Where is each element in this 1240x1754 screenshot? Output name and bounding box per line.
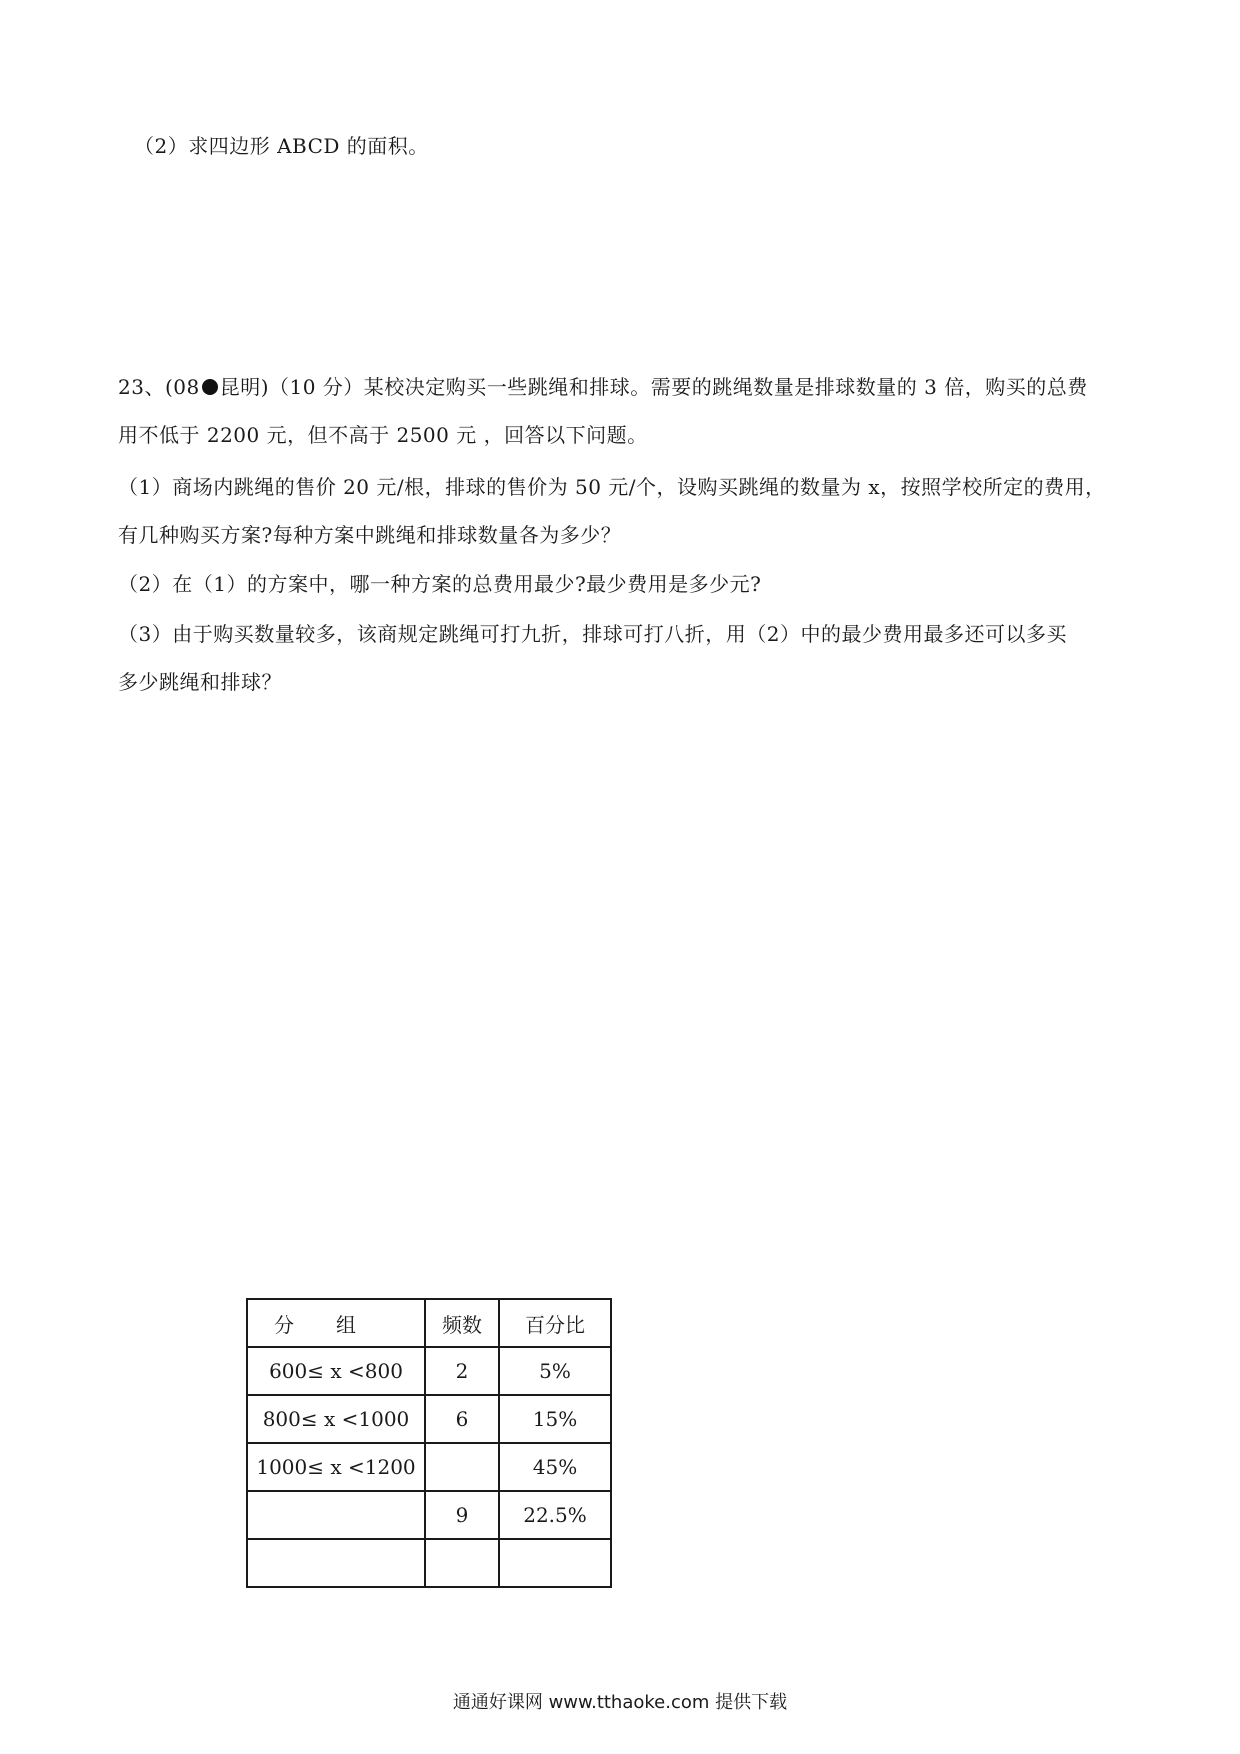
- q23-part3-line2: 多少跳绳和排球？: [118, 670, 282, 694]
- table-cell: [247, 1539, 425, 1587]
- q23-number: 23、(08: [118, 375, 200, 399]
- table-row: [247, 1347, 611, 1395]
- table-cell: [425, 1539, 499, 1587]
- bullet-dot-icon: [202, 379, 218, 395]
- page-footer: 通通好课网 www.tthaoke.com 提供下载: [452, 1692, 788, 1713]
- table-header-cell: 百分比: [499, 1299, 611, 1347]
- table-row: [247, 1443, 611, 1491]
- q23-intro-line1: [118, 373, 1088, 401]
- table-cell: [499, 1539, 611, 1587]
- table-cell: 5%: [499, 1347, 611, 1395]
- q23-part3-line1: （3）由于购买数量较多，该商规定跳绳可打九折，排球可打八折，用（2）中的最少费用最多还可以多买: [118, 622, 1067, 646]
- table-header-cell: 分组: [247, 1299, 425, 1347]
- table-cell: 600≤ x <800: [247, 1347, 425, 1395]
- q22-part2: （2）求四边形 ABCD 的面积。: [134, 134, 429, 158]
- table-cell: 15%: [499, 1395, 611, 1443]
- table-cell: 9: [425, 1491, 499, 1539]
- frequency-table: [246, 1298, 612, 1588]
- table-cell: 6: [425, 1395, 499, 1443]
- table-cell: 45%: [499, 1443, 611, 1491]
- table-cell: 22.5%: [499, 1491, 611, 1539]
- table-row: [247, 1539, 611, 1587]
- q23-intro-text: 昆明)（10 分）某校决定购买一些跳绳和排球。需要的跳绳数量是排球数量的 3 倍，购买的总费: [219, 375, 1088, 399]
- table-cell: [247, 1491, 425, 1539]
- table-header-row: [247, 1299, 611, 1347]
- q23-intro-line2: 用不低于 2200 元，但不高于 2500 元 ，回答以下问题。: [118, 423, 648, 447]
- table-header-cell: 频数: [425, 1299, 499, 1347]
- table-cell: 1000≤ x <1200: [247, 1443, 425, 1491]
- q23-part1-line2: 有几种购买方案?每种方案中跳绳和排球数量各为多少？: [118, 523, 622, 547]
- table-row: [247, 1395, 611, 1443]
- table-cell: [425, 1443, 499, 1491]
- table-row: [247, 1491, 611, 1539]
- table-cell: 2: [425, 1347, 499, 1395]
- q23-part2: （2）在（1）的方案中，哪一种方案的总费用最少?最少费用是多少元?: [118, 572, 762, 596]
- table-cell: 800≤ x <1000: [247, 1395, 425, 1443]
- q23-part1-line1: （1）商场内跳绳的售价 20 元/根，排球的售价为 50 元/个，设购买跳绳的数量为 x，按照学校所定的费用，: [118, 475, 1106, 499]
